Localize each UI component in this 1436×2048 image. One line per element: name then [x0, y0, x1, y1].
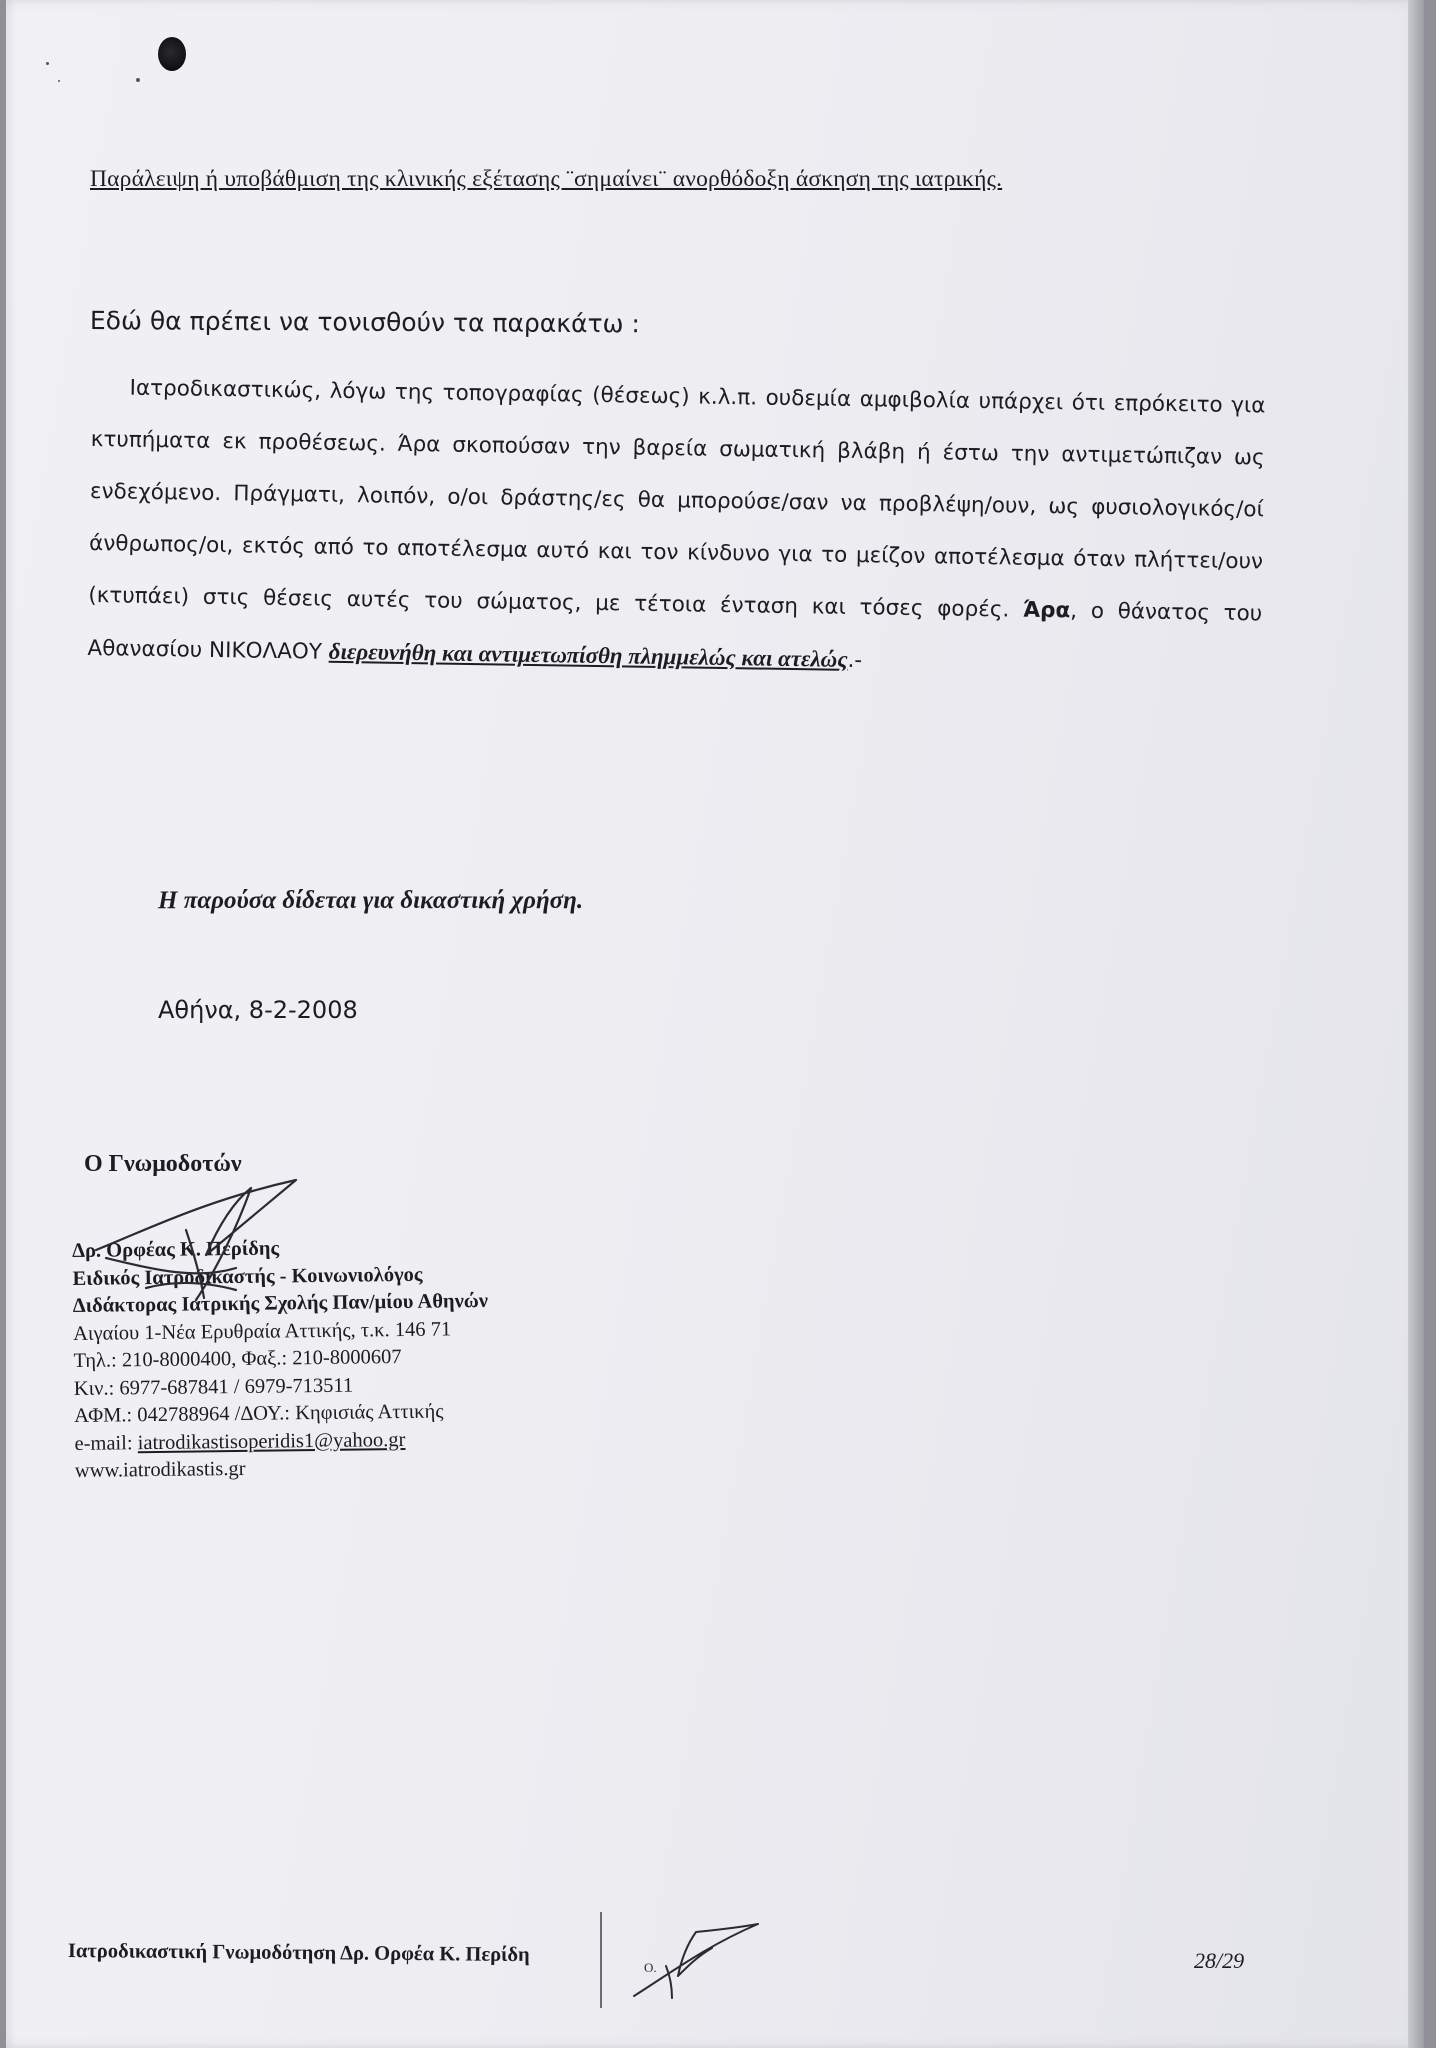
paragraph-bold-word: Άρα	[1022, 597, 1071, 624]
signatory-title: Ο Γνωμοδοτών	[84, 1151, 242, 1177]
section-heading: Παράλειψη ή υποβάθμιση της κλινικής εξέτασης ¨σημαίνει¨ ανορθόδοξη άσκηση της ιατρικής.	[90, 166, 1003, 192]
signatory-phone: Τηλ.: 210-8000400, Φαξ.: 210-8000607	[73, 1345, 402, 1372]
paper-speck	[46, 62, 49, 65]
court-use-note: Η παρούσα δίδεται για δικαστική χρήση.	[158, 887, 584, 914]
page-edge	[1408, 0, 1424, 2048]
body-paragraph	[87, 362, 1266, 693]
paragraph-continuation: , ο θάνατος του Αθανασίου ΝΙΚΟΛΑΟΥ	[87, 598, 1263, 665]
signatory-academic: Διδάκτορας Ιατρικής Σχολής Παν/μίου Αθηνών	[72, 1289, 489, 1317]
footer-signature	[626, 1906, 766, 2006]
footer-title: Ιατροδικαστική Γνωμοδότηση Δρ. Ορφέα Κ. Περίδη	[67, 1940, 530, 1967]
punch-hole	[158, 37, 186, 71]
signatory-specialty: Ειδικός Ιατροδικαστής - Κοινωνιολόγος	[72, 1263, 423, 1290]
intro-line: Εδώ θα πρέπει να τονισθούν τα παρακάτω :	[89, 306, 640, 339]
email-label: e-mail:	[74, 1431, 138, 1455]
signatory-website: www.iatrodikastis.gr	[74, 1457, 246, 1482]
place-date: Αθήνα, 8-2-2008	[158, 996, 358, 1024]
paper-speck	[136, 78, 140, 82]
signatory-mobile: Κιν.: 6977-687841 / 6979-713511	[73, 1374, 354, 1400]
paragraph-emphasis: διερευνήθη και αντιμετωπίσθη πλημμελώς και ατελώς	[328, 638, 848, 672]
signatory-name: Δρ. Ορφέας Κ. Περίδης	[72, 1237, 280, 1262]
signatory-address: Αιγαίου 1-Νέα Ερυθραία Αττικής, τ.κ. 146 71	[73, 1317, 452, 1345]
signatory-tax: ΑΦΜ.: 042788964 /ΔΟΥ.: Κηφισιάς Αττικής	[74, 1400, 444, 1427]
email-link[interactable]: iatrodikastisoperidis1@yahoo.gr	[137, 1428, 406, 1454]
footer-divider	[600, 1912, 602, 2008]
paper-speck	[58, 80, 60, 82]
handwritten-signature	[86, 1160, 326, 1310]
footer-initial: Ο.	[644, 1960, 657, 1975]
page-number: 28/29	[1194, 1948, 1245, 1973]
paragraph-ending: .-	[847, 647, 863, 674]
paragraph-text: Ιατροδικαστικώς, λόγω της τοπογραφίας (θέσεως) κ.λ.π. ουδεμία αμφιβολία υπάρχει ότι επρόκειτο για κτυπήματα εκ προθέσεως. Άρα σκοπούσαν την βαρεία σωματική βλάβη ή έστω την αντιμετώπιζαν ως ενδεχόμενο. Πράγματι, λοιπόν, ο/οι δράστης/ες θα μπορούσε/σαν να προβλέψη/ουν, ως φυσιολογικός/οί άνθρωπος/οι, εκτός από το αποτέλεσμα αυτό και τον κίνδυνο για το μείζον αποτέλεσμα όταν πλήττει/ουν (κτυπάει) στις θέσεις αυτές του σώματος, με τέτοια ένταση και τόσες φορές.	[88, 375, 1266, 623]
document-page	[6, 0, 1424, 2048]
